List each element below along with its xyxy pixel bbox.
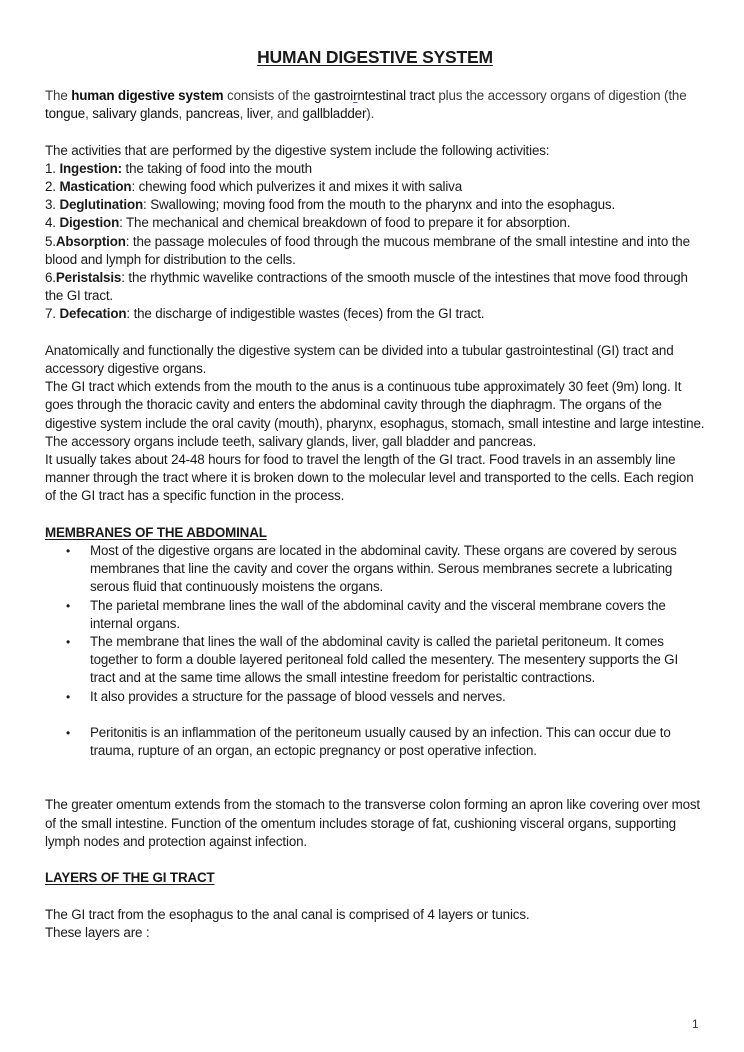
spacer bbox=[90, 706, 705, 724]
layers-lead: These layers are : bbox=[45, 924, 150, 940]
bullet-icon: • bbox=[66, 635, 71, 650]
activity-text: : Swallowing; moving food from the mouth to the pharynx and into the esophagus. bbox=[143, 197, 616, 213]
bullet-icon: • bbox=[66, 726, 71, 741]
bullet-icon: • bbox=[66, 598, 71, 613]
activity-text: : the rhythmic wavelike contractions of the smooth muscle of the intestines that move food through the GI tract. bbox=[45, 270, 688, 304]
activity-term: Mastication bbox=[59, 179, 132, 194]
omentum-paragraph: The greater omentum extends from the stomach to the transverse colon forming an apron like covering over most of the small intestine. Function of the omentum includes storage of fat, cushioning visceral organs, supporting lymph nodes and protection against infection. bbox=[45, 797, 700, 849]
accessory-organs-paragraph: The accessory organs include teeth, salivary glands, liver, gall bladder and pancreas. bbox=[45, 433, 537, 449]
intro-text: consists of the bbox=[223, 88, 314, 103]
activity-term: Deglutination bbox=[59, 197, 144, 213]
link-text: gastroi bbox=[313, 88, 354, 103]
spacer bbox=[45, 506, 705, 524]
activity-text: : chewing food which pulverizes it and mixes it with saliva bbox=[131, 179, 463, 194]
gi-tract-paragraph: The GI tract which extends from the mouth to the anus is a continuous tube approximately 30 feet (9m) long. It goes through the thoracic cavity and enters the abdominal cavity through the diaphragm. The organs of the digestive system include the oral cavity (mouth), pharynx, esophagus, stomach, small intestine and large intestine. bbox=[45, 379, 705, 431]
intro-text: , bbox=[85, 106, 93, 122]
intro-text: , and bbox=[269, 106, 303, 122]
activity-item bbox=[45, 214, 705, 232]
intro-text: plus the accessory organs of digestion (the bbox=[434, 88, 687, 103]
spacer bbox=[45, 324, 705, 342]
activity-text: : the passage molecules of food through the mucous membrane of the small intestine and into the blood and lymph for distribution to the cells. bbox=[45, 233, 690, 267]
membranes-heading: MEMBRANES OF THE ABDOMINAL bbox=[45, 524, 267, 540]
activity-item bbox=[45, 305, 705, 323]
list-item bbox=[66, 597, 705, 633]
activity-text: the taking of food into the mouth bbox=[121, 160, 312, 176]
list-item bbox=[66, 633, 705, 688]
activity-term: Defecation bbox=[59, 306, 127, 322]
activity-item bbox=[45, 196, 705, 214]
bullet-icon: • bbox=[66, 689, 71, 704]
activity-number: 6. bbox=[45, 270, 56, 286]
link-text: ntestinal tract bbox=[357, 88, 435, 103]
activity-term: Peristalsis bbox=[55, 270, 122, 286]
membranes-list bbox=[45, 542, 705, 760]
activity-item bbox=[45, 160, 705, 178]
intro-paragraph bbox=[45, 87, 705, 123]
list-item-text: The membrane that lines the wall of the abdominal cavity is called the parietal peritoneum. It comes together to form a double layered peritoneal fold called the mesentery. The mesentery supports the GI tract and at the same time allows the small intestine freedom for peristaltic contractions. bbox=[90, 634, 679, 686]
activity-text: : The mechanical and chemical breakdown of food to prepare it for absorption. bbox=[119, 215, 571, 231]
intro-text: , bbox=[178, 106, 186, 122]
spacer bbox=[45, 760, 705, 796]
activity-text: : the discharge of indigestible wastes (feces) from the GI tract. bbox=[126, 306, 485, 322]
page-number: 1 bbox=[692, 1017, 699, 1031]
activity-number: 2. bbox=[45, 179, 60, 194]
activity-number: 1. bbox=[45, 160, 60, 176]
activity-number: 5. bbox=[45, 233, 56, 249]
list-item bbox=[66, 688, 705, 706]
activity-number: 4. bbox=[45, 215, 60, 231]
spacer bbox=[45, 887, 705, 905]
anatomy-paragraph: Anatomically and functionally the digestive system can be divided into a tubular gastrointestinal (GI) tract and accessory digestive organs. bbox=[45, 342, 674, 377]
transit-time-paragraph: It usually takes about 24-48 hours for food to travel the length of the GI tract. Food travels in an assembly line manner through the tract where it is broken down to the molecular level and transported to the cells. Each region of the GI tract has a specific function in the process. bbox=[45, 452, 694, 504]
spacer bbox=[45, 851, 705, 869]
document-title: HUMAN DIGESTIVE SYSTEM bbox=[257, 47, 493, 67]
activities-lead: The activities that are performed by the digestive system include the following activities: bbox=[45, 142, 550, 158]
link-salivary-glands[interactable]: salivary glands bbox=[92, 106, 179, 122]
activity-number: 3. bbox=[45, 197, 60, 213]
intro-text: The bbox=[45, 88, 72, 103]
list-item-text: The parietal membrane lines the wall of the abdominal cavity and the visceral membrane covers the internal organs. bbox=[90, 597, 666, 631]
list-item-text: Peritonitis is an inflammation of the peritoneum usually caused by an infection. This can occur due to trauma, rupture of an organ, an ectopic pregnancy or post operative infection. bbox=[90, 725, 671, 759]
link-tongue[interactable]: tongue bbox=[45, 106, 86, 122]
list-item-text: It also provides a structure for the passage of blood vessels and nerves. bbox=[90, 688, 506, 704]
intro-bold-term: human digestive system bbox=[71, 88, 224, 103]
list-item-text: Most of the digestive organs are located in the abdominal cavity. These organs are covered by serous membranes that line the cavity and cover the organs within. Serous membranes secrete a lubricating serous fluid that continuously moistens the organs. bbox=[90, 543, 677, 595]
activity-item bbox=[45, 233, 705, 269]
activities-list bbox=[45, 160, 705, 324]
layers-paragraph: The GI tract from the esophagus to the anal canal is comprised of 4 layers or tunics. bbox=[45, 906, 530, 922]
page-content bbox=[45, 46, 705, 942]
link-gastrointestinal-tract[interactable] bbox=[314, 88, 435, 103]
link-liver[interactable]: liver bbox=[246, 106, 270, 122]
activity-number: 7. bbox=[45, 306, 60, 322]
activity-item bbox=[45, 269, 705, 305]
link-pancreas[interactable]: pancreas bbox=[185, 106, 240, 122]
list-item bbox=[66, 724, 705, 760]
activity-term: Digestion bbox=[59, 215, 120, 231]
spacer bbox=[45, 123, 705, 141]
link-gallbladder[interactable]: gallbladder bbox=[302, 106, 367, 122]
activity-term: Ingestion: bbox=[59, 160, 122, 176]
activity-term: Absorption bbox=[55, 233, 126, 249]
activity-item bbox=[45, 178, 705, 196]
list-item bbox=[66, 542, 705, 597]
intro-text: , bbox=[239, 106, 247, 122]
spellcheck-mark: r bbox=[353, 88, 358, 103]
intro-text: ). bbox=[366, 106, 375, 122]
layers-heading: LAYERS OF THE GI TRACT bbox=[45, 870, 215, 886]
bullet-icon: • bbox=[66, 544, 71, 559]
